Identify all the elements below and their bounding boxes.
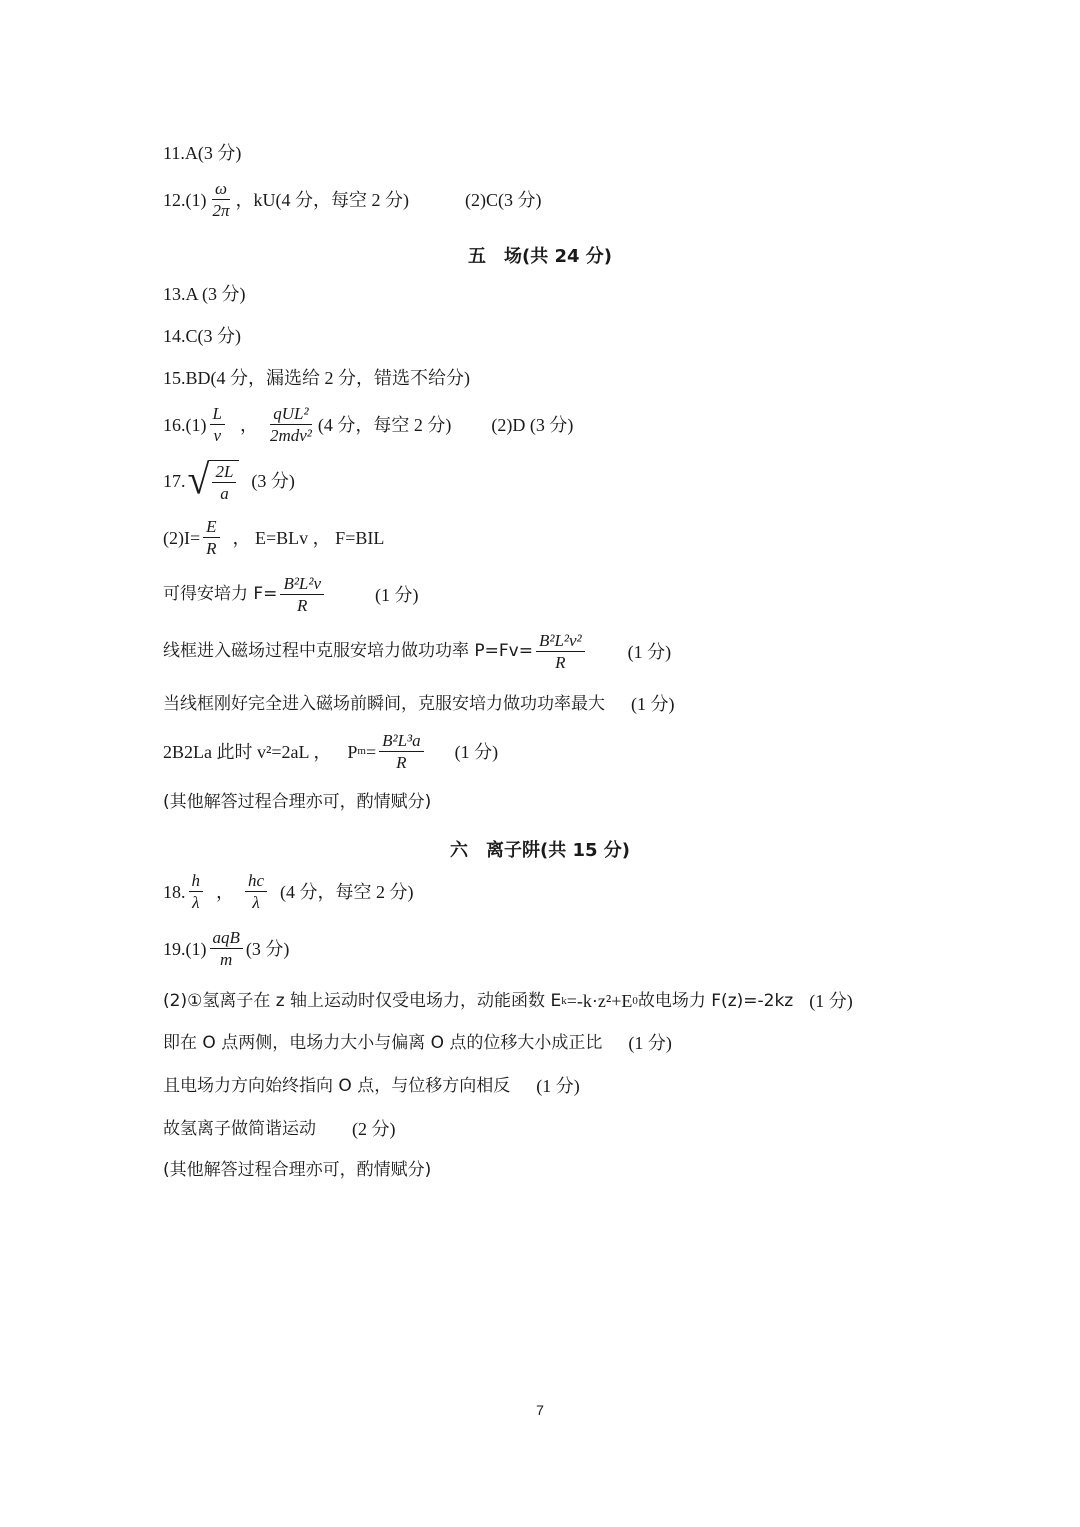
- direction-score: (1 分): [536, 1076, 580, 1096]
- kinetic-energy-text: (2)①氢离子在 z 轴上运动时仅受电场力，动能函数 E: [163, 990, 562, 1011]
- pm-symbol: P: [347, 741, 358, 762]
- answer-16-score: (4 分，每空 2 分): [317, 414, 452, 435]
- answer-12-label: 12.(1): [163, 189, 207, 210]
- current-formula-rest: ， E=BLv ， F=BIL: [232, 527, 385, 548]
- answer-12: [163, 180, 542, 219]
- answer-13: [163, 285, 246, 303]
- fraction-denominator: a: [220, 484, 229, 503]
- power-label: 线框进入磁场过程中克服安培力做功功率 P=Fv=: [163, 641, 533, 661]
- answer-15: [163, 369, 470, 387]
- power-score: (1 分): [627, 641, 672, 662]
- other-solutions-text: (其他解答过程合理亦可，酌情赋分): [163, 792, 432, 812]
- max-power-text: 当线框刚好完全进入磁场前瞬间，克服安培力做功功率最大: [163, 693, 605, 714]
- answer-19: [163, 929, 289, 968]
- ampere-force-label: 可得安培力 F=: [163, 584, 278, 604]
- answer-18-fraction-1: [189, 872, 204, 911]
- pm-subscript: m: [357, 745, 366, 757]
- fraction-denominator: m: [220, 950, 233, 969]
- shm-line: [163, 1120, 396, 1138]
- fraction-denominator: R: [396, 753, 407, 772]
- fraction-numerator: hc: [245, 872, 267, 892]
- answer-19-label: 19.(1): [163, 938, 207, 959]
- section-title: 离子阱(共 15 分): [485, 840, 631, 861]
- pm-score: (1 分): [454, 741, 499, 762]
- fraction-numerator: aqB: [210, 929, 243, 949]
- answer-16-fraction-2: [267, 405, 315, 444]
- answer-11: [163, 144, 241, 162]
- direction-text: 且电场力方向始终指向 O 点，与位移方向相反: [163, 1075, 511, 1096]
- fraction-denominator: 2π: [212, 201, 230, 220]
- fraction-numerator: 2L: [212, 463, 236, 483]
- answer-18-fraction-2: [245, 872, 267, 911]
- answer-18-score: (4 分，每空 2 分): [280, 881, 414, 902]
- answer-17: [163, 455, 295, 504]
- ampere-force-fraction: [280, 575, 324, 614]
- proportional-line: [163, 1034, 672, 1052]
- section-heading-six: [0, 836, 1080, 862]
- shm-text: 故氢离子做简谐运动: [163, 1118, 316, 1139]
- max-power-line: [163, 695, 675, 713]
- other-solutions-text: (其他解答过程合理亦可，酌情赋分): [163, 1160, 432, 1180]
- answer-12-fraction: [210, 180, 233, 219]
- answer-11-text: 11.A(3 分): [163, 143, 242, 163]
- answer-12-part2: (2)C(3 分): [465, 189, 542, 210]
- direction-line: [163, 1077, 580, 1095]
- answer-18: [163, 872, 414, 911]
- fraction-numerator: qUL²: [270, 405, 311, 425]
- shm-score: (2 分): [352, 1119, 396, 1139]
- pm-fraction: [379, 732, 424, 771]
- fraction-denominator: λ: [192, 893, 200, 912]
- answer-16-part2: (2)D (3 分): [491, 414, 574, 435]
- answer-13-text: 13.A (3 分): [163, 284, 246, 304]
- fraction-denominator: R: [555, 653, 566, 672]
- fraction-denominator: v: [213, 426, 221, 445]
- ampere-force-line: [163, 575, 419, 614]
- answer-16-label: 16.(1): [163, 414, 207, 435]
- answer-19-fraction: [210, 929, 243, 968]
- e0-subscript: 0: [632, 994, 638, 1007]
- answer-17-fraction: [212, 463, 236, 502]
- current-fraction: [203, 518, 219, 557]
- proportional-score: (1 分): [628, 1033, 672, 1053]
- fraction-numerator: B²L²v²: [536, 632, 585, 652]
- energy-expression: =-k·z²+E: [566, 991, 633, 1011]
- section-number: 六: [449, 840, 468, 861]
- answer-17-part2-current: [163, 518, 384, 557]
- current-formula-label: (2)I=: [163, 527, 201, 548]
- answer-19-part2-score: (1 分): [809, 991, 853, 1011]
- fraction-numerator: E: [203, 518, 219, 538]
- answer-17-label: 17.: [163, 471, 186, 491]
- electric-force-text: 故电场力 F(z)=-2kz: [637, 990, 794, 1011]
- answer-16-fraction-1: [210, 405, 225, 444]
- fraction-numerator: B²L²v: [280, 575, 324, 595]
- pm-equals: =: [365, 741, 377, 762]
- fraction-numerator: ω: [212, 180, 230, 200]
- answer-12-rest: ，kU(4 分，每空 2 分): [235, 189, 410, 210]
- page-number: 7: [536, 1402, 544, 1418]
- answer-14: [163, 327, 241, 345]
- answer-16-separator: ，: [239, 414, 258, 435]
- fraction-numerator: L: [210, 405, 225, 425]
- fraction-numerator: h: [189, 872, 204, 892]
- power-line: [163, 632, 671, 671]
- power-fraction: [536, 632, 585, 671]
- answer-18-separator: ，: [216, 881, 234, 902]
- section-title: 场(共 24 分): [503, 246, 613, 267]
- ek-subscript: k: [561, 994, 567, 1007]
- sqrt-symbol: √ $\frac{2L}{a}$: [188, 460, 240, 502]
- section-heading-five: [0, 242, 1080, 268]
- fraction-denominator: 2mdv²: [269, 426, 312, 445]
- answer-19-part2: [163, 992, 853, 1010]
- answer-17-score: (3 分): [251, 471, 295, 491]
- other-solutions-note-2: [163, 1162, 431, 1179]
- pm-line: [163, 732, 498, 771]
- answer-15-text: 15.BD(4 分，漏选给 2 分，错选不给分): [163, 368, 470, 388]
- answer-19-score: (3 分): [245, 938, 290, 959]
- fraction-denominator: R: [297, 596, 308, 615]
- other-solutions-note-1: [163, 794, 431, 811]
- ampere-force-score: (1 分): [375, 584, 419, 605]
- section-number: 五: [467, 246, 486, 267]
- answer-18-label: 18.: [163, 881, 186, 902]
- max-power-score: (1 分): [631, 694, 675, 714]
- proportional-text: 即在 O 点两侧，电场力大小与偏离 O 点的位移大小成正比: [163, 1032, 603, 1053]
- answer-16: [163, 405, 573, 444]
- pm-label: 2B2La 此时 v²=2aL ，: [163, 741, 332, 762]
- answer-14-text: 14.C(3 分): [163, 326, 241, 346]
- fraction-denominator: λ: [252, 893, 260, 912]
- fraction-denominator: R: [206, 539, 217, 558]
- fraction-numerator: B²L³a: [379, 732, 424, 752]
